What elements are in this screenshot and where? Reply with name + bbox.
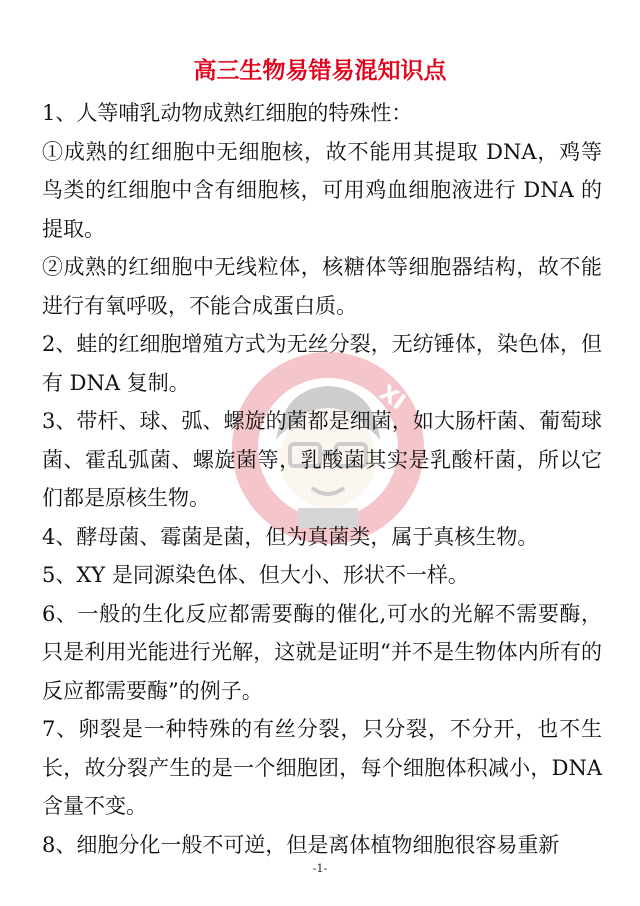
paragraph-4: 4、酵母菌、霉菌是菌，但为真菌类，属于真核生物。: [42, 524, 539, 549]
paragraph-8: 8、细胞分化一般不可逆，但是离体植物细胞很容易重新: [42, 832, 560, 857]
paragraph-1-b: ②成熟的红细胞中无线粒体，核糖体等细胞器结构，故不能进行有氧呼吸，不能合成蛋白质。: [42, 255, 602, 318]
paragraph-1-a: ①成熟的红细胞中无细胞核，故不能用其提取 DNA，鸡等鸟类的红细胞中含有细胞核，可用鸡血细胞液进行 DNA 的提取。: [42, 139, 602, 241]
page-number: -1-: [312, 862, 328, 875]
watermark-text: XI: [374, 380, 410, 416]
document-body: [42, 94, 602, 864]
paragraph-2: 2、蛙的红细胞增殖方式为无丝分裂，无纺锤体，染色体，但有 DNA 复制。: [42, 332, 602, 395]
paragraph-3: 3、带杆、球、弧、螺旋的菌都是细菌，如大肠杆菌、葡萄球菌、霍乱弧菌、螺旋菌等，乳酸菌其实是乳酸杆菌，所以它们都是原核生物。: [42, 409, 602, 510]
paragraph-7: 7、卵裂是一种特殊的有丝分裂，只分裂，不分开，也不生长，故分裂产生的是一个细胞团，每个细胞体积减小，DNA 含量不变。: [42, 717, 602, 818]
paragraph-1: 1、人等哺乳动物成熟红细胞的特殊性：: [42, 101, 413, 125]
paragraph-6: 6、一般的生化反应都需要酶的催化,可水的光解不需要酶，只是利用光能进行光解，这就是证明“并不是生物体内所有的反应都需要酶”的例子。: [42, 601, 602, 703]
paragraph-5: 5、XY 是同源染色体、但大小、形状不一样。: [42, 563, 469, 587]
document-title: 高三生物易错易混知识点: [193, 58, 447, 84]
